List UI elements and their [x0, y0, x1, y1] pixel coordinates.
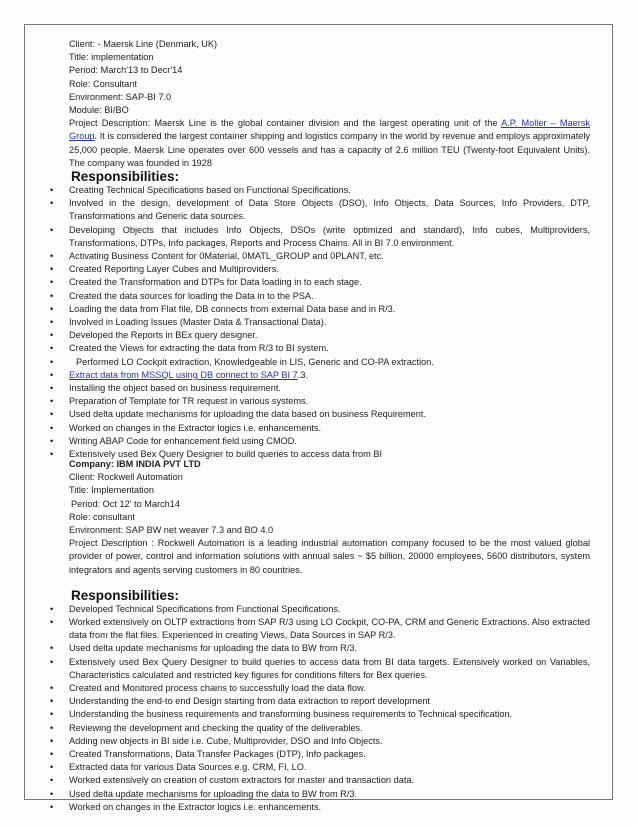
list-item: • Worked on changes in the Extractor logics i.e. enhancements.	[69, 422, 590, 435]
list-item	[69, 369, 590, 382]
job2-role: Role: consultant	[69, 511, 135, 522]
job2-title: Title: Implementation	[69, 485, 154, 496]
list-item: • Developed the Reports in BEx query designer.	[69, 329, 590, 342]
responsibilities-heading: Responsibilities:	[71, 587, 180, 603]
list-item: • Performed LO Cockpit extraction, Knowledgeable in LIS, Generic and CO-PA extraction.	[69, 356, 590, 369]
job2-description: Project Description : Rockwell Automation is a leading industrial automation company focused to be the most valued global provider of power, control and information solutions with annual sales ~ $5 billion, 20000 employees, 5600 distributors, system integrators and agents serving customers in 80 countries.	[69, 538, 590, 575]
job1-module: Module: BI/BO	[69, 105, 129, 116]
mssql-extract-link[interactable]: Extract data from MSSQL using DB connect to SAP BI 7	[69, 369, 298, 380]
list-item: • Understanding the business requirements and transforming business requirements to Technical specification.	[69, 708, 590, 721]
list-item: • Writing ABAP Code for enhancement field using CMOD.	[69, 435, 590, 448]
job1-description	[69, 117, 590, 170]
job1-role: Role: Consultant	[69, 78, 137, 89]
job1-responsibilities-list	[69, 184, 590, 369]
list-item: • Used delta update mechanisms for uploading the data to BW from R/3.	[69, 642, 590, 655]
job1-period: Period: March'13 to Decr'14	[69, 65, 183, 76]
description-text: Project Description: Maersk Line is the global container division and the largest operating unit of the	[69, 118, 502, 129]
list-item-suffix: .3.	[297, 369, 308, 380]
list-item: • Installing the object based on business requirement.	[69, 382, 590, 395]
list-item: • Used delta update mechanisms for uploading the data based on business Requirement.	[69, 408, 590, 421]
job2-client: Client: Rockwell Automation	[69, 472, 183, 483]
job2-section	[69, 458, 590, 814]
list-item: • Worked on changes in the Extractor logics i.e. enhancements.	[69, 801, 590, 814]
list-item: • Extracted data for various Data Sources e.g. CRM, FI, LO.	[69, 761, 590, 774]
list-item: • Involved in the design, development of Data Store Objects (DSO), Info Objects, Data Sources, Info Providers, DTP, Transformations and Generic data sources.	[69, 197, 590, 223]
job2-company: Company: IBM INDIA PVT LTD	[69, 459, 201, 469]
list-item: • Involved in Loading Issues (Master Data & Transactional Data).	[69, 316, 590, 329]
list-item: • Created and Monitored process chains to successfully load the data flow.	[69, 682, 590, 695]
job2-environment: Environment: SAP BW net weaver 7.3 and BO 4.0	[69, 525, 274, 536]
list-item: • Adding new objects in BI side i.e. Cube, Multiprovider, DSO and Info Objects.	[69, 735, 590, 748]
job1-section	[69, 38, 590, 461]
list-item: • Loading the data from Flat file, DB connects from external Data base and in R/3.	[69, 303, 590, 316]
job2-responsibilities-list	[69, 603, 590, 814]
list-item: • Extensively used Bex Query Designer to build queries to access data from BI data targets. Extensively worked on Variables, Characteristics calculated and restricted key figures for conditions filters for Bex queries.	[69, 656, 590, 682]
job1-client: Client: - Maersk Line (Denmark, UK)	[69, 39, 218, 49]
list-item: • Understanding the end-to end Design starting from data extraction to report development	[69, 695, 590, 708]
description-text: . It is considered the largest container shipping and logistics company in the world by revenue and employs approximately 25,000 people. Maersk Line operates over 600 vessels and has a capacity of 2.6 million TEU (Twenty-foot Equivalent Units). The company was founded in 1928	[69, 131, 590, 168]
job1-title: Title: implementation	[69, 52, 154, 63]
job2-period: Period: Oct 12' to March14	[71, 498, 180, 509]
job1-environment: Environment: SAP-BI 7.0	[69, 91, 172, 102]
list-item: • Worked extensively on OLTP extractions from SAP R/3 using LO Cockpit, CO-PA, CRM and Generic Extractions. Also extracted data from the flat files. Experienced in creating Views, Data Sources in SAP R/3.	[69, 616, 590, 642]
list-item: • Created Transformations, Data Transfer Packages (DTP), Info packages.	[69, 748, 590, 761]
job1-responsibilities-list-continued	[69, 382, 590, 461]
list-item: • Created the Views for extracting the data from R/3 to BI system.	[69, 342, 590, 355]
list-item: • Worked extensively on creation of custom extractors for master and transaction data.	[69, 774, 590, 787]
list-item: • Activating Business Content for 0Material, 0MATL_GROUP and 0PLANT, etc.	[69, 250, 590, 263]
list-item: • Used delta update mechanisms for uploading the data to BW from R/3.	[69, 788, 590, 801]
responsibilities-heading: Responsibilities:	[71, 169, 180, 185]
list-item: • Created Reporting Layer Cubes and Multiproviders.	[69, 263, 590, 276]
list-item: • Created the Transformation and DTPs for Data loading in to each stage.	[69, 276, 590, 289]
list-item: • Developing Objects that includes Info Objects, DSOs (write optimized and standard), Info cubes, Multiproviders, Transformations, DTPs, Info packages, Reports and Process Chains. All in BI 7.0 environment.	[69, 224, 590, 250]
list-item: • Developed Technical Specifications from Functional Specifications.	[69, 603, 590, 616]
list-item: • Creating Technical Specifications based on Functional Specifications.	[69, 184, 590, 197]
list-item: • Extensively used Bex Query Designer to build queries to access data from BI	[69, 448, 590, 461]
maersk-group-link[interactable]: A.P. Moller – Maersk Group	[69, 118, 591, 142]
list-item: • Created the data sources for loading the Data in to the PSA.	[69, 290, 590, 303]
list-item: • Preparation of Template for TR request in various systems.	[69, 395, 590, 408]
list-item: • Reviewing the development and checking the quality of the deliverables.	[69, 722, 590, 735]
